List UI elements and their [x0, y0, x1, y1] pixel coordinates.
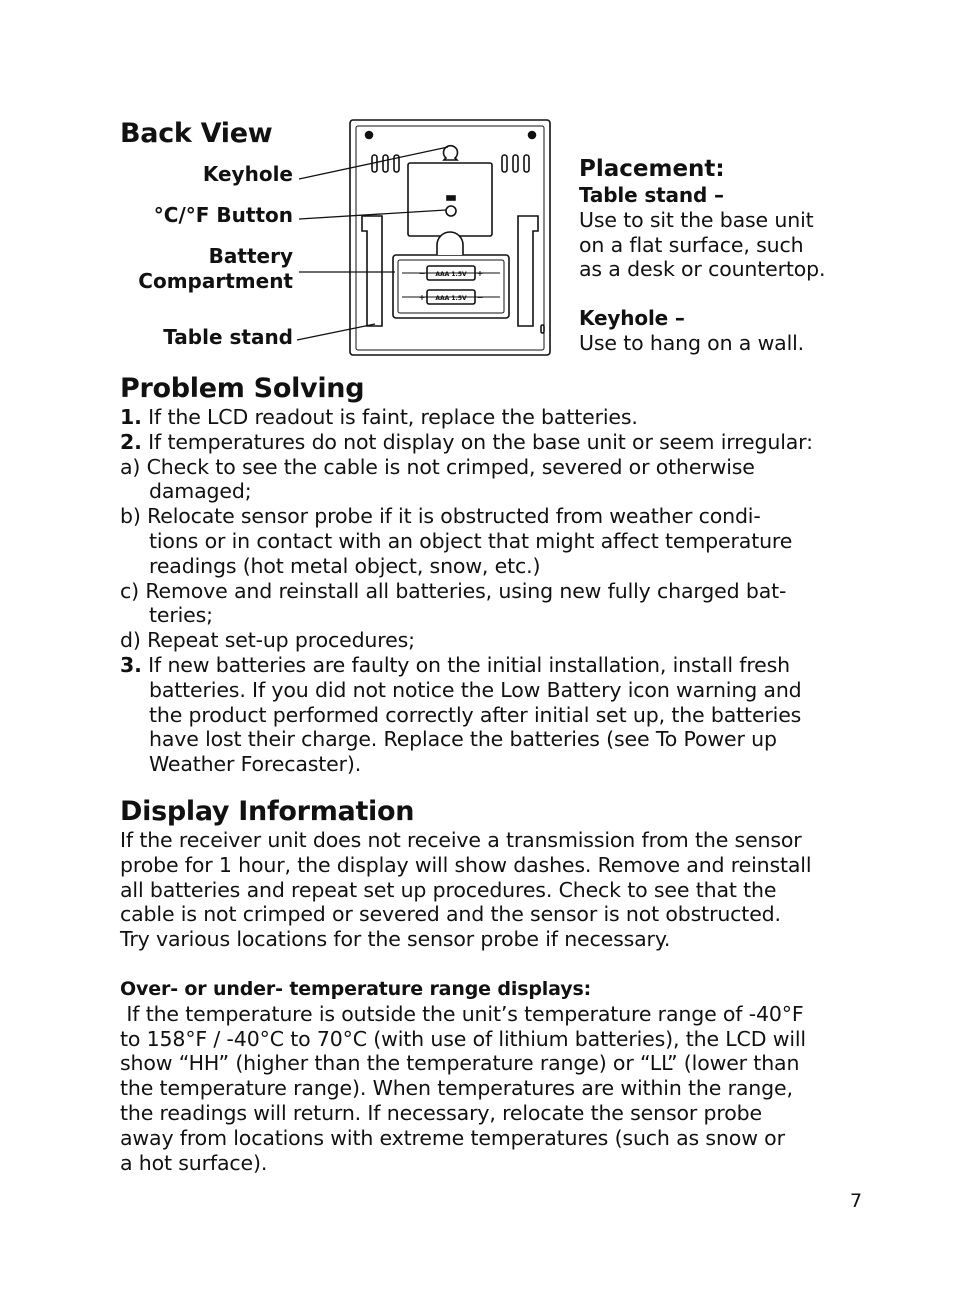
line: If the receiver unit does not receive a transmission from the sensor — [120, 828, 802, 852]
problem-item-2a — [120, 455, 813, 505]
line: Weather Forecaster). — [149, 752, 362, 777]
line: tions or in contact with an object that might affect temperature — [149, 528, 793, 553]
display-information-section — [120, 795, 811, 1175]
range-heading: Over- or under- temperature range displays: — [120, 977, 592, 1000]
line: all batteries and repeat set up procedures. Check to see that the — [120, 877, 777, 902]
table-stand-right — [518, 216, 538, 326]
battery-label — [138, 244, 293, 294]
display-information-title: Display Information — [120, 796, 415, 827]
line: a) Check to see the cable is not crimped, severed or otherwise — [120, 454, 755, 479]
svg-text:−: − — [418, 269, 426, 278]
line: the temperature range). When temperatures are within the range, — [120, 1076, 793, 1101]
problem-solving-title: Problem Solving — [120, 373, 365, 404]
line: If the temperature is outside the unit’s temperature range of -40°F — [120, 1001, 804, 1026]
placement-section — [579, 155, 825, 356]
item-text: If the LCD readout is faint, replace the batteries. — [141, 405, 638, 429]
keyhole-desc: Use to hang on a wall. — [579, 330, 805, 355]
svg-text:−: − — [476, 293, 484, 302]
line: the readings will return. If necessary, relocate the sensor probe — [120, 1100, 762, 1125]
table-stand-desc-3: as a desk or countertop. — [579, 257, 826, 282]
keyhole-label: Keyhole — [202, 162, 293, 186]
problem-item-2 — [120, 430, 813, 455]
page-number: 7 — [850, 1190, 863, 1212]
battery-label-line2: Compartment — [138, 269, 293, 293]
svg-text:+: + — [418, 293, 426, 302]
line: teries; — [149, 603, 213, 628]
line: have lost their charge. Replace the batteries (see To Power up — [149, 727, 777, 752]
item-number: 1. — [120, 405, 142, 429]
line: to 158°F / -40°C to 70°C (with use of lithium batteries), the LCD will — [120, 1026, 806, 1051]
line: the product performed correctly after initial set up, the batteries — [149, 702, 802, 727]
item-text: If new batteries are faulty on the initial installation, install fresh — [141, 652, 790, 677]
line: damaged; — [149, 479, 252, 504]
problem-item-1 — [120, 405, 813, 430]
table-stand-desc-2: on a flat surface, such — [579, 232, 804, 257]
battery-mark-2: AAA 1.5V — [435, 295, 467, 302]
line: a hot surface). — [120, 1150, 268, 1175]
line: b) Relocate sensor probe if it is obstructed from weather condi- — [120, 504, 761, 529]
table-stand-label: Table stand — [163, 325, 293, 349]
battery-compartment — [393, 255, 509, 318]
item-number: 3. — [120, 652, 142, 677]
keyhole-heading: Keyhole – — [579, 306, 685, 331]
battery-label-line1: Battery — [208, 244, 293, 268]
line: away from locations with extreme temperatures (such as snow or — [120, 1125, 785, 1150]
screw-icon — [366, 132, 373, 139]
problem-item-2d: d) Repeat set-up procedures; — [120, 628, 415, 653]
line: probe for 1 hour, the display will show dashes. Remove and reinstall — [120, 852, 812, 877]
table-stand-heading: Table stand – — [579, 183, 724, 207]
temperature-unit-button — [446, 206, 456, 216]
svg-text:+: + — [476, 269, 484, 278]
table-stand-desc-1: Use to sit the base unit — [579, 207, 814, 232]
item-number: 2. — [120, 429, 142, 454]
line: Try various locations for the sensor probe if necessary. — [120, 927, 671, 952]
problem-item-2c — [120, 579, 813, 629]
line: show “HH” (higher than the temperature range) or “LL” (lower than — [120, 1051, 800, 1076]
problem-item-3 — [120, 653, 813, 777]
battery-mark-1: AAA 1.5V — [435, 271, 467, 278]
line: readings (hot metal object, snow, etc.) — [149, 553, 541, 578]
line: batteries. If you did not notice the Low Battery icon warning and — [149, 677, 802, 702]
problem-solving-section — [120, 372, 813, 777]
table-stand-left — [362, 216, 382, 326]
item-text: If temperatures do not display on the base unit or seem irregular: — [141, 429, 813, 454]
button-leader — [299, 210, 446, 219]
line: c) Remove and reinstall all batteries, using new fully charged bat- — [120, 578, 787, 603]
problem-item-2b — [120, 504, 813, 578]
placement-title: Placement: — [579, 156, 725, 182]
line: cable is not crimped or severed and the sensor is not obstructed. — [120, 902, 781, 927]
back-view-title: Back View — [120, 118, 273, 149]
screw-icon — [529, 132, 536, 139]
table-stand-leader — [297, 324, 375, 340]
button-label: °C/°F Button — [153, 203, 293, 227]
